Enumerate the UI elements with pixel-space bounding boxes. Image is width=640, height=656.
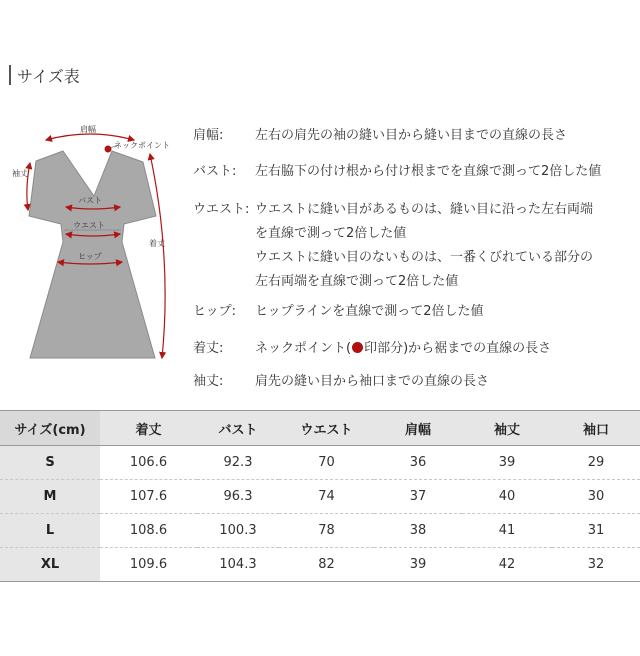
table-cell: 92.3 <box>197 446 279 480</box>
desc-text-post: 印部分)から裾までの直線の長さ <box>364 341 552 356</box>
table-cell: 38 <box>374 514 462 548</box>
desc-text: ウエストに縫い目のないものは、一番くびれている部分の <box>255 250 594 265</box>
table-cell: 32 <box>552 548 640 582</box>
desc-text-pre: ネックポイント( <box>255 341 352 356</box>
page-title <box>9 62 80 88</box>
dress-illustration <box>0 118 190 378</box>
hip-label: ヒップ <box>78 252 102 261</box>
desc-text <box>255 337 551 361</box>
size-cell: M <box>0 480 100 514</box>
sleeve-label: 袖丈 <box>12 169 28 178</box>
table-cell: 30 <box>552 480 640 514</box>
size-table <box>0 410 640 582</box>
table-cell: 104.3 <box>197 548 279 582</box>
desc-hip <box>193 300 484 324</box>
bust-label: バスト <box>78 196 102 205</box>
table-row <box>0 548 640 582</box>
column-header: 肩幅 <box>374 411 462 446</box>
shoulder-arrow <box>46 134 134 140</box>
desc-text: 左右の肩先の袖の縫い目から縫い目までの直線の長さ <box>255 128 568 143</box>
desc-term: ウエスト: <box>193 202 250 217</box>
column-header: サイズ(cm) <box>0 411 100 446</box>
column-header: バスト <box>197 411 279 446</box>
desc-term: バスト: <box>193 164 237 179</box>
desc-waist <box>193 198 593 294</box>
desc-term: 袖丈: <box>193 374 224 389</box>
table-cell: 107.6 <box>100 480 197 514</box>
neck-point-label: ネックポイント <box>114 141 170 150</box>
desc-text: を直線で測って2倍した値 <box>255 226 407 241</box>
table-row <box>0 514 640 548</box>
table-cell: 109.6 <box>100 548 197 582</box>
column-header: ウエスト <box>279 411 374 446</box>
title-bar <box>9 65 11 85</box>
table-cell: 106.6 <box>100 446 197 480</box>
table-cell: 78 <box>279 514 374 548</box>
table-cell: 37 <box>374 480 462 514</box>
desc-text: 左右脇下の付け根から付け根までを直線で測って2倍した値 <box>255 164 602 179</box>
desc-text: 左右両端を直線で測って2倍した値 <box>255 274 459 289</box>
page-title-text: サイズ表 <box>17 66 80 86</box>
table-cell: 29 <box>552 446 640 480</box>
size-cell: L <box>0 514 100 548</box>
table-header-row <box>0 411 640 446</box>
table-cell: 42 <box>462 548 552 582</box>
desc-bust <box>193 160 601 184</box>
desc-text: ヒップラインを直線で測って2倍した値 <box>255 304 484 319</box>
waist-label: ウエスト <box>73 221 105 230</box>
red-dot-icon <box>352 342 363 353</box>
column-header: 着丈 <box>100 411 197 446</box>
table-cell: 39 <box>374 548 462 582</box>
table-cell: 39 <box>462 446 552 480</box>
table-cell: 108.6 <box>100 514 197 548</box>
table-cell: 41 <box>462 514 552 548</box>
table-row <box>0 446 640 480</box>
desc-shoulder <box>193 124 567 148</box>
table-cell: 70 <box>279 446 374 480</box>
column-header: 袖口 <box>552 411 640 446</box>
size-cell: XL <box>0 548 100 582</box>
table-cell: 96.3 <box>197 480 279 514</box>
table-cell: 74 <box>279 480 374 514</box>
desc-length <box>193 337 551 361</box>
dress-diagram <box>0 118 190 378</box>
table-cell: 31 <box>552 514 640 548</box>
neck-point-marker <box>105 146 112 153</box>
table-cell: 100.3 <box>197 514 279 548</box>
desc-text: 肩先の縫い目から袖口までの直線の長さ <box>255 374 490 389</box>
desc-term: 着丈: <box>193 341 224 356</box>
desc-term: ヒップ: <box>193 304 236 319</box>
table-cell: 82 <box>279 548 374 582</box>
column-header: 袖丈 <box>462 411 552 446</box>
length-arrow <box>150 154 165 358</box>
desc-text-block <box>255 198 593 294</box>
table-row <box>0 480 640 514</box>
desc-term: 肩幅: <box>193 128 224 143</box>
length-label: 着丈 <box>149 239 165 248</box>
shoulder-label: 肩幅 <box>80 125 96 134</box>
size-cell: S <box>0 446 100 480</box>
table-cell: 36 <box>374 446 462 480</box>
table-cell: 40 <box>462 480 552 514</box>
desc-text: ウエストに縫い目があるものは、縫い目に沿った左右両端 <box>255 202 594 217</box>
desc-sleeve <box>193 370 489 394</box>
